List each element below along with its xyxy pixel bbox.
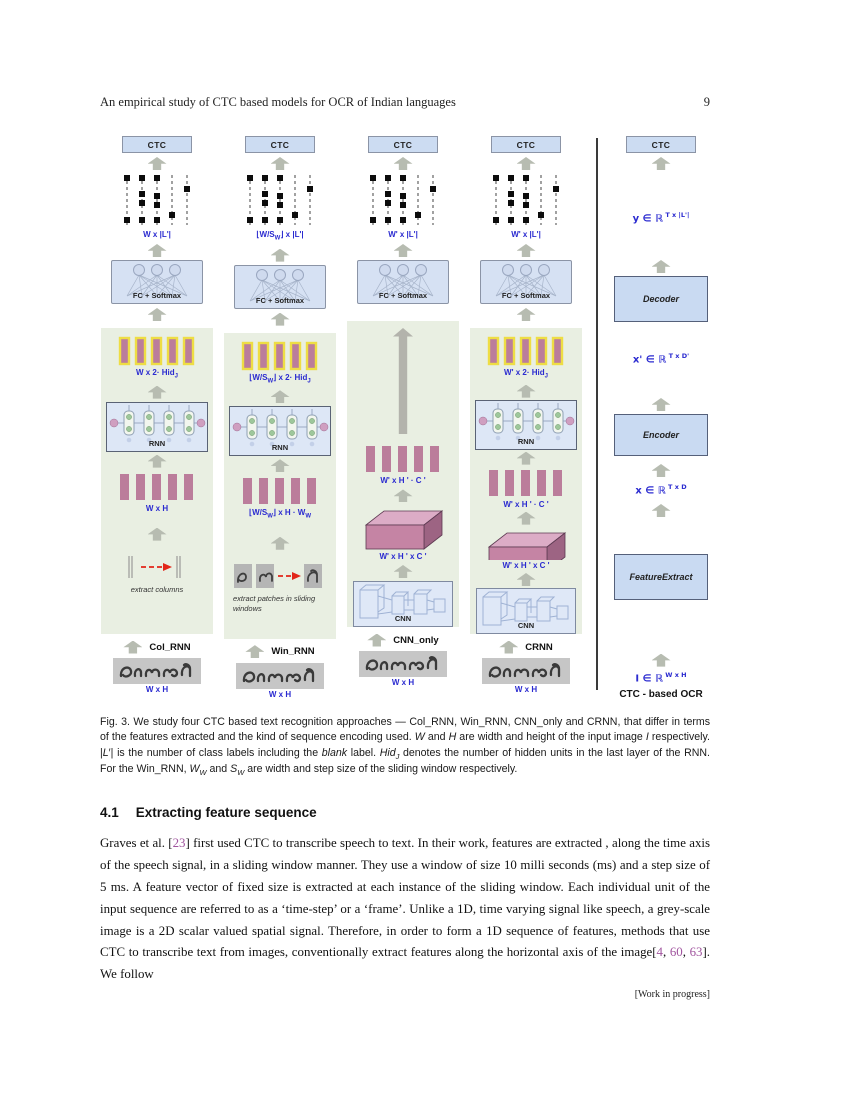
up-arrow-icon <box>652 654 671 667</box>
text-segment: are width and step size of the sliding window respectively. <box>244 763 518 776</box>
ctc-box <box>245 136 315 153</box>
up-arrow-icon <box>148 308 167 321</box>
up-arrow-icon <box>652 504 671 517</box>
ctc-label: CTC <box>651 139 671 150</box>
text-segment: J <box>174 373 178 380</box>
section-heading <box>100 805 710 820</box>
up-arrow-icon <box>652 260 671 273</box>
sequence-panel <box>347 321 459 627</box>
column-col-rnn <box>100 136 214 700</box>
text-segment: Graves et al. [ <box>100 836 173 851</box>
cnn-label: CNN <box>394 614 412 623</box>
figure-3 <box>100 136 710 778</box>
rnn-label: RNN <box>271 443 289 453</box>
text-segment: , <box>682 945 690 960</box>
probability-matrix <box>242 173 318 229</box>
feature-dim-label <box>503 499 548 510</box>
text-segment: denotes the number of hidden units in the last layer of the RNN. For the Win_RNN, <box>100 746 710 776</box>
text-segment: ⌋ x H · W <box>272 508 306 518</box>
text-segment: x <box>635 485 646 497</box>
fc-softmax-label: FC + Softmax <box>255 295 305 305</box>
text-segment: L <box>102 746 109 759</box>
text-segment: , <box>662 945 670 960</box>
input-word-image <box>113 658 201 684</box>
decoder-label: Decoder <box>642 294 679 304</box>
y-dimension <box>633 211 690 225</box>
up-arrow-icon <box>123 641 142 654</box>
text-segment: W' x |L'| <box>511 230 541 239</box>
text-segment: ]. We follow <box>100 945 710 982</box>
rnn-sketch-icon <box>230 407 330 447</box>
encoded-feature-bars <box>115 335 199 367</box>
extract-caption: extract columns <box>130 584 184 594</box>
up-arrow-icon <box>517 512 536 525</box>
probability-matrix <box>365 173 441 229</box>
x-dimension <box>635 483 686 497</box>
encoder-label: Encoder <box>642 430 679 440</box>
up-arrow-icon <box>271 157 290 170</box>
input-word-image <box>359 651 447 677</box>
rnn-sketch-icon <box>107 403 207 443</box>
up-arrow-icon <box>652 398 671 411</box>
rnn-box <box>229 406 331 456</box>
ctc-box <box>491 136 561 153</box>
ctc-box <box>368 136 438 153</box>
ctc-label: CTC <box>393 139 413 150</box>
text-segment: y <box>632 213 643 225</box>
input-dim-label: W x H <box>145 685 169 694</box>
feature-extract-label: FeatureExtract <box>629 572 693 582</box>
fc-softmax-box <box>111 260 203 304</box>
page-header <box>100 95 710 110</box>
rnn-box <box>475 400 577 450</box>
up-arrow-icon <box>394 489 413 502</box>
text-segment: W <box>414 731 425 744</box>
sequence-panel <box>470 328 582 634</box>
up-arrow-icon <box>517 244 536 257</box>
text-segment: W' x 2· Hid <box>504 368 545 377</box>
up-arrow-icon <box>394 157 413 170</box>
text-segment: respectively. | <box>100 731 710 759</box>
cnn-box <box>476 588 576 634</box>
fc-softmax-label: FC + Softmax <box>501 291 551 300</box>
up-arrow-icon <box>394 244 413 257</box>
cnn-box <box>353 581 453 627</box>
input-image-dimension <box>635 671 686 685</box>
up-arrow-icon <box>652 464 671 477</box>
text-segment: W x H <box>145 503 169 513</box>
text-segment: W <box>274 235 281 242</box>
x-prime-dimension <box>633 352 689 366</box>
text-segment: W' x H ' x C ' <box>502 561 550 570</box>
text-segment: | is the number of class labels including the <box>110 746 322 759</box>
input-dim-label: W x H <box>268 689 292 699</box>
rnn-sketch-icon <box>476 401 576 441</box>
body-paragraph <box>100 833 710 986</box>
text-segment: T x D <box>665 483 687 491</box>
text-segment: W x |L'| <box>143 230 171 239</box>
text-segment: ∈ ℝ <box>645 354 667 366</box>
up-arrow-icon <box>271 313 290 326</box>
text-segment: W <box>237 768 245 778</box>
text-segment: ⌋ x 2· Hid <box>273 372 308 382</box>
up-arrow-icon <box>148 528 167 541</box>
text-segment: label. <box>347 746 380 759</box>
text-segment: W' x H ' x C ' <box>379 552 427 561</box>
text-segment: I <box>645 731 649 744</box>
footer-note: [Work in progress] <box>634 988 710 1000</box>
running-title: An empirical study of CTC based models for OCR of Indian languages <box>100 95 456 109</box>
feature-cube <box>481 527 571 560</box>
feature-dim-label <box>380 475 425 486</box>
up-arrow-icon <box>499 641 518 654</box>
up-arrow-icon <box>271 249 290 262</box>
section-number: 4.1 <box>100 805 119 821</box>
text-segment: J <box>307 378 311 385</box>
up-arrow-icon <box>148 244 167 257</box>
fc-softmax-box <box>234 265 326 309</box>
text-segment: I <box>635 672 643 684</box>
text-segment: ∈ ℝ <box>645 485 666 497</box>
column-crnn <box>469 136 583 700</box>
sliding-window-sketch <box>232 560 328 594</box>
tall-up-arrow-icon <box>393 328 413 434</box>
feature-bars <box>238 475 322 507</box>
up-arrow-icon <box>652 157 671 170</box>
rnn-box <box>106 402 208 452</box>
up-arrow-icon <box>148 455 167 468</box>
text-segment: W' x H ' · C ' <box>503 499 549 509</box>
approach-name: Col_RNN <box>149 641 191 653</box>
up-arrow-icon <box>148 386 167 399</box>
text-segment: J <box>544 373 548 380</box>
approach-name: CRNN <box>525 641 553 653</box>
encoder-box <box>614 414 708 456</box>
column-win-rnn <box>223 136 337 700</box>
page-number: 9 <box>703 95 710 109</box>
text-segment: T x D' <box>666 352 690 360</box>
up-arrow-icon <box>394 565 413 578</box>
fc-softmax-label: FC + Softmax <box>378 291 428 300</box>
encoded-feature-bars <box>484 335 568 367</box>
text-segment: blank <box>321 746 348 759</box>
text-segment: ⌊W/S <box>249 372 268 382</box>
matrix-dim-label <box>256 229 303 245</box>
decoder-box <box>614 276 708 322</box>
text-segment: W x 2· Hid <box>135 368 175 377</box>
matrix-dim-label <box>388 229 418 240</box>
fc-softmax-label: FC + Softmax <box>132 291 182 300</box>
input-dim-label: W x H <box>514 685 538 694</box>
up-arrow-icon <box>517 385 536 398</box>
citation-link[interactable]: 23 <box>172 836 186 851</box>
input-dim-label: W x H <box>391 678 415 687</box>
up-arrow-icon <box>271 459 290 472</box>
approach-name: Win_RNN <box>271 646 315 658</box>
extract-columns-sketch <box>115 551 199 585</box>
input-word-image <box>236 663 324 689</box>
text-segment: ′ <box>108 746 111 759</box>
text-segment: Fig. 3. We study four CTC based text recognition approaches — Col_RNN, Win_RNN, CNN_only and CRNN, that differ in terms of the features extracted and the kind of sequence encoding used. <box>100 715 710 744</box>
fc-softmax-box <box>480 260 572 304</box>
ctc-based-ocr-label: CTC - based OCR <box>619 688 703 700</box>
feature-cube <box>358 505 448 551</box>
matrix-dim-label <box>143 229 171 240</box>
text-segment: ⌊W/S <box>256 230 275 239</box>
text-segment: W' x |L'| <box>388 230 418 239</box>
text-segment: W x H <box>663 670 687 679</box>
up-arrow-icon <box>271 537 290 550</box>
encoded-dim-label <box>136 367 178 383</box>
text-segment: Hid <box>379 746 396 759</box>
text-segment: W <box>267 378 274 385</box>
text-segment: J <box>395 752 400 762</box>
encoded-dim-label <box>249 372 311 388</box>
text-segment: are width and height of the input image <box>456 731 646 744</box>
approach-name: CNN_only <box>393 634 439 646</box>
up-arrow-icon <box>367 634 386 647</box>
text-segment: ⌊W/S <box>248 508 268 518</box>
cnn-label: CNN <box>517 621 535 630</box>
text-segment: H <box>448 731 457 744</box>
encoded-feature-bars <box>238 340 322 372</box>
ctc-label: CTC <box>516 139 536 150</box>
text-segment: ∈ ℝ <box>642 213 664 225</box>
figure-caption <box>100 715 710 779</box>
ctc-label: CTC <box>270 139 290 150</box>
ctc-box <box>626 136 696 153</box>
up-arrow-icon <box>517 157 536 170</box>
text-segment: T x |L'| <box>663 211 690 219</box>
column-cnn-only <box>346 136 460 700</box>
feature-dim-label <box>249 507 311 523</box>
feature-bars <box>115 471 199 503</box>
up-arrow-icon <box>517 452 536 465</box>
sequence-panel <box>224 333 336 639</box>
up-arrow-icon <box>245 645 264 658</box>
section-title: Extracting feature sequence <box>135 805 317 821</box>
feature-bars <box>484 467 568 499</box>
matrix-dim-label <box>511 229 541 240</box>
text-segment: W <box>199 768 207 778</box>
cube-dim-label <box>379 551 426 562</box>
ctc-label: CTC <box>147 139 167 150</box>
rnn-label: RNN <box>148 438 166 448</box>
text-segment: W <box>305 513 312 520</box>
text-segment: W <box>189 763 200 776</box>
column-abstraction <box>609 136 713 700</box>
up-arrow-icon <box>271 390 290 403</box>
up-arrow-icon <box>517 308 536 321</box>
text-segment: and <box>424 731 449 744</box>
citation-link[interactable]: 63 <box>689 945 703 960</box>
text-segment: ] first used CTC to transcribe speech to text. In their work, features are extracted , along the time axis of the speech signal, in a sliding window manner. They use a window of size 10 milli seconds (ms) and a step size of 5 ms. A feature vector of fixed size is extracted at each instance of the sliding window. Each individual unit of the input sequence are referred to as a ‘time-step’ or a ‘frame’. Unlike a 1D, time varying signal like speech, a grey-scale image is a 2D scalar valued spatial signal. Therefore, in order to form a 1D sequence of features, methods that use CTC to transcribe text from images, conventionally extract features along the horizontal axis of the image[ <box>100 836 711 960</box>
text-segment: and <box>206 763 231 776</box>
feature-bars <box>361 443 445 475</box>
cube-dim-label <box>502 560 549 571</box>
probability-matrix <box>119 173 195 229</box>
probability-matrix <box>488 173 564 229</box>
feature-dim-label <box>146 503 168 514</box>
input-word-image <box>482 658 570 684</box>
rnn-label: RNN <box>517 436 535 446</box>
text-segment: W' x H ' · C ' <box>380 476 426 486</box>
text-segment: ∈ ℝ <box>642 672 664 684</box>
figure-divider <box>596 138 598 690</box>
text-segment: S <box>230 763 238 776</box>
citation-link[interactable]: 60 <box>669 945 683 960</box>
fc-softmax-box <box>357 260 449 304</box>
ctc-box <box>122 136 192 153</box>
feature-extract-box <box>614 554 708 600</box>
up-arrow-icon <box>148 157 167 170</box>
text-segment: W <box>267 513 273 520</box>
text-segment: x' <box>632 354 646 366</box>
sequence-panel <box>101 328 213 634</box>
text-segment: ⌋ x |L'| <box>280 230 304 239</box>
encoded-dim-label <box>504 367 548 383</box>
citation-link[interactable]: 4 <box>656 945 663 960</box>
extract-caption: extract patches in sliding windows <box>233 593 316 613</box>
up-arrow-icon <box>517 573 536 586</box>
